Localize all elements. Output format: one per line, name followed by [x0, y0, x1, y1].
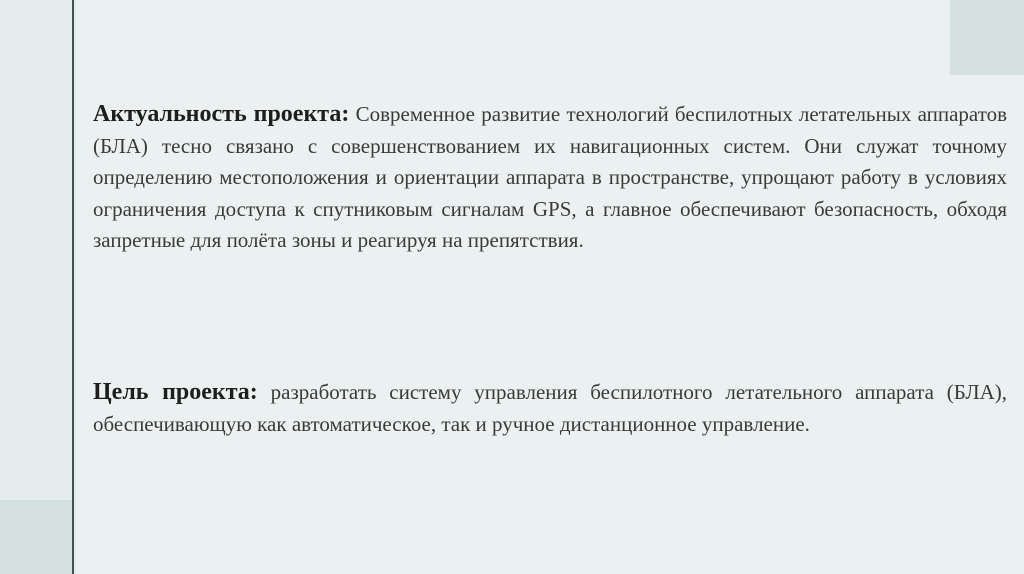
- goal-heading: Цель проекта:: [93, 379, 258, 405]
- relevance-heading: Актуальность проекта:: [93, 101, 350, 127]
- decor-block-bottom-left: [0, 500, 72, 574]
- goal-text: разработать систему управления беспилотного летательного аппарата (БЛА), обеспечивающую как автоматическое, так и ручное дистанционное управление.: [93, 380, 1007, 436]
- relevance-text: Современное развитие технологий беспилотных летательных аппаратов (БЛА) тесно связано с совершенствованием их навигационных систем. Они служат точному определению местоположения и ориентации аппарата в пространстве, упрощают работу в условиях ограничения доступа к спутниковым сигналам GPS, а главное обеспечивают безопасность, обходя запретные для полёта зоны и реагируя на препятствия.: [93, 102, 1008, 252]
- decor-block-top-right: [950, 0, 1024, 75]
- goal-paragraph: [93, 377, 1007, 440]
- vertical-divider: [72, 0, 74, 574]
- relevance-paragraph: [93, 99, 1007, 257]
- left-decor-stripe: [0, 0, 76, 574]
